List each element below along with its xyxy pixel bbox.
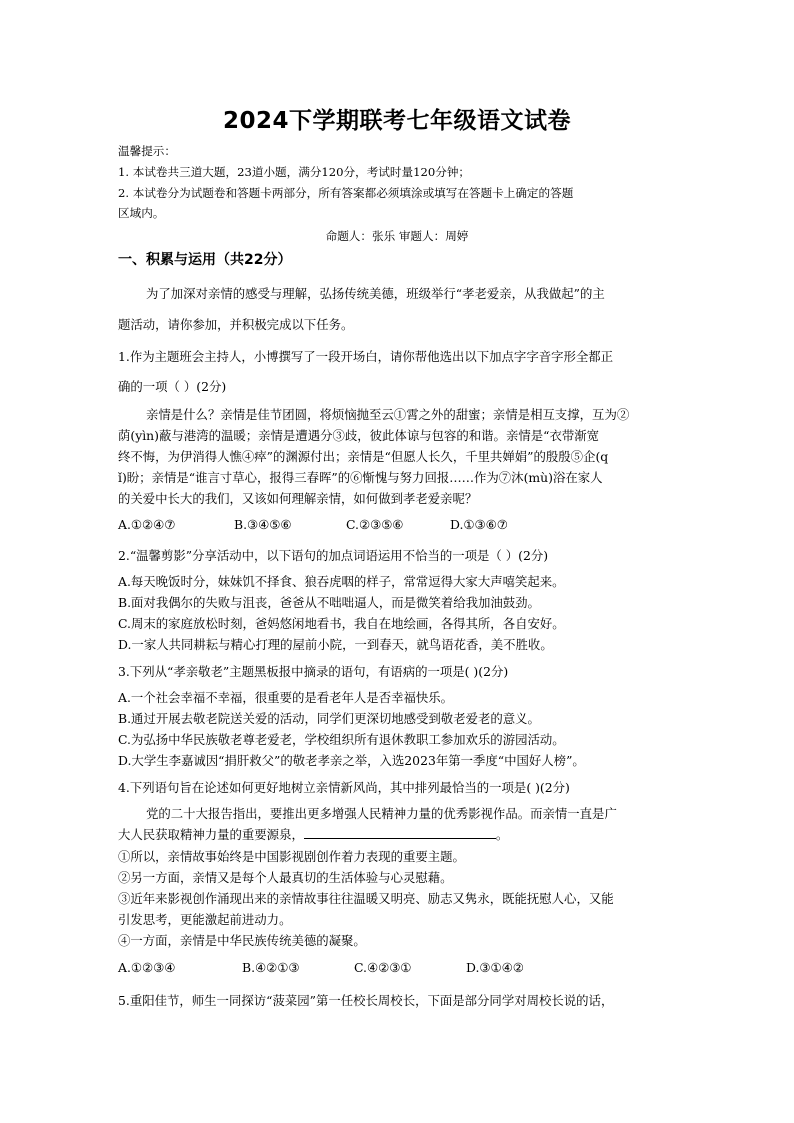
section-1-heading: 一、积累与运用（共22分） xyxy=(118,252,292,268)
q1-stem-line-2: 确的一项（ ）(2分) xyxy=(118,379,227,394)
q4-sentence: ③近年来影视创作涌现出来的亲情故事往往温暖又明亮、励志又隽永，既能抚慰人心，又能 xyxy=(118,891,614,906)
q3-option-b[interactable]: B.通过开展去敬老院送关爱的活动，同学们更深切地感受到敬老爱老的意义。 xyxy=(118,711,540,726)
q4-passage-prefix: 大人民获取精神力量的重要源泉， xyxy=(118,827,304,842)
q4-passage-line-1: 党的二十大报告指出，要推出更多增强人民精神力量的优秀影视作品。而亲情一直是广 xyxy=(146,806,617,821)
q1-option-b[interactable]: B.③④⑤⑥ xyxy=(234,517,292,532)
q4-sentence: ②另一方面，亲情又是每个人最真切的生活体验与心灵慰藉。 xyxy=(118,870,453,885)
q4-answer-blank xyxy=(304,826,496,839)
q1-option-c[interactable]: C.②③⑤⑥ xyxy=(346,517,404,532)
q3-option-c[interactable]: C.为弘扬中华民族敬老尊老爱老，学校组织所有退休教职工参加欢乐的游园活动。 xyxy=(118,732,565,747)
q1-passage-line: ǐ)盼；亲情是“谁言寸草心，报得三春晖”的⑥惭愧与努力回报……作为⑦沐(mù)浴在家人 xyxy=(118,470,603,485)
q4-option-b[interactable]: B.④②①③ xyxy=(242,960,300,975)
notice-item-1: 1. 本试卷共三道大题，23道小题，满分120分，考试时量120分钟； xyxy=(118,165,471,179)
notice-item-2-line-1: 2. 本试卷分为试题卷和答题卡两部分，所有答案都必须填涂或填写在答题卡上确定的答题 xyxy=(118,186,574,200)
q1-passage-line: 终不悔，为伊消得人憔④瘁”的渊源付出；亲情是“但愿人长久，千里共婵娟”的殷殷⑤企(q xyxy=(118,449,609,464)
q1-passage-line: 荫(yìn)蔽与港湾的温暖；亲情是遭遇分③歧，彼此体谅与包容的和谐。亲情是“衣带渐宽 xyxy=(118,428,600,443)
q4-option-a[interactable]: A.①②③④ xyxy=(118,960,176,975)
authors-line: 命题人：张乐 审题人：周婷 xyxy=(325,229,469,243)
q1-stem-line-1: 1.作为主题班会主持人，小博撰写了一段开场白，请你帮他选出以下加点字字音字形全都正 xyxy=(118,349,614,364)
q4-passage-line-2 xyxy=(118,825,678,845)
q4-sentence: 引发思考，更能激起前进动力。 xyxy=(118,912,292,927)
q2-stem: 2.“温馨剪影”分享活动中，以下语句的加点词语运用不恰当的一项是（ ）(2分) xyxy=(118,548,549,563)
q4-options xyxy=(118,958,678,978)
q2-option-d[interactable]: D.一家人共同耕耘与精心打理的屋前小院，一到春天，就鸟语花香，美不胜收。 xyxy=(118,637,553,652)
notice-item-2-line-2: 区域内。 xyxy=(118,206,165,220)
q2-option-a[interactable]: A.每天晚饭时分，妹妹饥不择食、狼吞虎咽的样子，常常逗得大家大声嘻笑起来。 xyxy=(118,574,565,589)
section-1-intro-line-1: 为了加深对亲情的感受与理解，弘扬传统美德，班级举行“孝老爱亲，从我做起”的主 xyxy=(146,286,605,301)
q1-option-a[interactable]: A.①②④⑦ xyxy=(118,517,176,532)
q3-stem: 3.下列从“孝亲敬老”主题黑板报中摘录的语句，有语病的一项是( )(2分) xyxy=(118,664,509,679)
q1-passage-line: 亲情是什么？亲情是佳节团圆，将烦恼抛至云①霄之外的甜蜜；亲情是相互支撑，互为② xyxy=(146,407,630,422)
q1-option-d[interactable]: D.①③⑥⑦ xyxy=(450,517,508,532)
q1-passage-line: 的关爱中长大的我们，又该如何理解亲情，如何做到孝老爱亲呢？ xyxy=(118,491,478,506)
notice-heading: 温馨提示： xyxy=(118,144,176,158)
q4-sentence: ①所以，亲情故事始终是中国影视剧创作着力表现的重要主题。 xyxy=(118,849,465,864)
exam-title: 2024下学期联考七年级语文试卷 xyxy=(222,108,571,134)
q4-stem: 4.下列语句旨在论述如何更好地树立亲情新风尚，其中排列最恰当的一项是( )(2分) xyxy=(118,780,570,795)
q4-sentence: ④一方面，亲情是中华民族传统美德的凝聚。 xyxy=(118,933,366,948)
q4-option-d[interactable]: D.③①④② xyxy=(466,960,524,975)
q3-option-d[interactable]: D.大学生李嘉诚因“捐肝救父”的敬老孝亲之举，入选2023年第一季度“中国好人榜”。 xyxy=(118,753,585,768)
q2-option-b[interactable]: B.面对我偶尔的失败与沮丧，爸爸从不咄咄逼人，而是微笑着给我加油鼓劲。 xyxy=(118,595,540,610)
q4-option-c[interactable]: C.④②③① xyxy=(354,960,412,975)
q2-option-c[interactable]: C.周末的家庭放松时刻，爸妈悠闲地看书，我自在地绘画，各得其所，各自安好。 xyxy=(118,616,565,631)
q3-option-a[interactable]: A.一个社会幸福不幸福，很重要的是看老年人是否幸福快乐。 xyxy=(118,690,454,705)
q1-options xyxy=(118,515,678,535)
q4-passage-suffix: 。 xyxy=(495,827,509,842)
section-1-intro-line-2: 题活动，请你参加，并积极完成以下任务。 xyxy=(118,317,354,332)
q5-stem: 5.重阳佳节，师生一同探访“菠菜园”第一任校长周校长，下面是部分同学对周校长说的话， xyxy=(118,993,614,1008)
